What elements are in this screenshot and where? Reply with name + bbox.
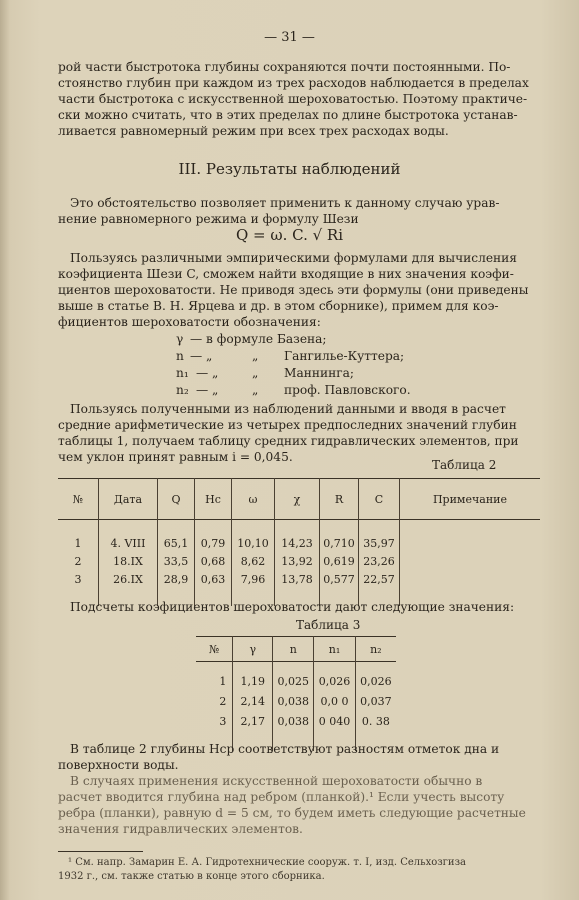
text-line: средние арифметические из четырех предпоследних значений глубин bbox=[58, 418, 517, 432]
table-cell bbox=[400, 570, 541, 588]
table-row bbox=[58, 570, 540, 588]
table-cell: 0,63 bbox=[195, 570, 232, 588]
text-line: Пользуясь различными эмпирическими формулами для вычисления bbox=[70, 251, 517, 265]
table-cell: 0,025 bbox=[273, 662, 314, 692]
text-line: циентов шероховатости. Не приводя здесь эти формулы (они приведены bbox=[58, 283, 529, 297]
table-cell: 7,96 bbox=[232, 570, 275, 588]
notation-symbol: n₂ bbox=[176, 383, 189, 397]
table-header: № bbox=[58, 479, 99, 520]
table-row bbox=[58, 552, 540, 570]
text-line: таблицы 1, получаем таблицу средних гидравлических элементов, при bbox=[58, 434, 519, 448]
text-line: Пользуясь полученными из наблюдений данными и вводя в расчет bbox=[70, 402, 506, 416]
table-header: Hc bbox=[195, 479, 232, 520]
table-cell: 22,57 bbox=[359, 570, 400, 588]
table-header: C bbox=[359, 479, 400, 520]
table-cell: 1 bbox=[196, 662, 233, 692]
table-cell: 4. VIII bbox=[99, 520, 158, 553]
text-line: нение равномерного режима и формулу Шези bbox=[58, 212, 359, 226]
table-cell: 3 bbox=[196, 711, 233, 731]
table-header-row bbox=[58, 479, 540, 520]
table-cell: 14,23 bbox=[275, 520, 320, 553]
notation-dash: — „ bbox=[190, 349, 213, 363]
table-cell: 0,026 bbox=[360, 674, 392, 688]
table-cell: 33,5 bbox=[158, 552, 195, 570]
text-line: ски можно считать, что в этих пределах по длине быстротока устанав- bbox=[58, 108, 518, 122]
table-cell: 13,78 bbox=[275, 570, 320, 588]
notation-dash: — „ bbox=[196, 366, 219, 380]
table-cell: 1 bbox=[58, 520, 99, 553]
table2 bbox=[58, 478, 540, 606]
table-row bbox=[196, 662, 396, 692]
table-row bbox=[58, 520, 540, 553]
text-line: ливается равномерный режим при всех трех расходах воды. bbox=[58, 124, 449, 138]
footnote-line: ¹ См. напр. Замарин Е. А. Гидротехнические сооруж. т. I, изд. Сельхозгиза bbox=[68, 857, 466, 868]
table-cell: 0,619 bbox=[320, 552, 359, 570]
text-line: коэфициента Шези C, сможем найти входящие в них значения коэфи- bbox=[58, 267, 514, 281]
table-cell: 1,19 bbox=[233, 662, 273, 692]
table-cell: 3 bbox=[58, 570, 99, 588]
table-header: Примечание bbox=[432, 492, 508, 506]
table3-caption: Таблица 3 bbox=[296, 618, 361, 632]
footnote-rule bbox=[58, 851, 143, 852]
notation-text: проф. Павловского. bbox=[284, 383, 411, 397]
text-line: рой части быстротока глубины сохраняются почти постоянными. По- bbox=[58, 60, 511, 74]
table-cell: 0. 38 bbox=[361, 714, 390, 728]
table-cell: 0,68 bbox=[195, 552, 232, 570]
table3 bbox=[196, 636, 396, 751]
table-header: ω bbox=[232, 479, 275, 520]
table-cell: 0,038 bbox=[273, 691, 314, 711]
table-row bbox=[196, 691, 396, 711]
table-header: Дата bbox=[99, 479, 158, 520]
table-header: R bbox=[320, 479, 359, 520]
chezy-formula: Q = ω. C. √ Ri bbox=[235, 226, 344, 244]
notation-dash: — „ bbox=[196, 383, 219, 397]
table-cell: 10,10 bbox=[232, 520, 275, 553]
table-row bbox=[196, 711, 396, 731]
text-line: Это обстоятельство позволяет применить к данному случаю урав- bbox=[70, 196, 500, 210]
text-line: значения гидравлических элементов. bbox=[58, 822, 303, 836]
footnote-line: 1932 г., см. также статью в конце этого сборника. bbox=[58, 871, 325, 882]
table-cell: 2 bbox=[58, 552, 99, 570]
notation-text: Маннинга; bbox=[284, 366, 354, 380]
table-cell: 0,710 bbox=[320, 520, 359, 553]
notation-symbol: n₁ bbox=[176, 366, 189, 380]
table-cell: 2,17 bbox=[233, 711, 273, 731]
table-cell: 0,038 bbox=[273, 711, 314, 731]
table-header: n₂ bbox=[370, 642, 382, 656]
table-cell: 2,14 bbox=[233, 691, 273, 711]
notation-symbol: γ bbox=[176, 332, 184, 346]
table-cell: 18.IX bbox=[99, 552, 158, 570]
text-line: расчет вводится глубина над ребром (планкой).¹ Если учесть высоту bbox=[58, 790, 505, 804]
notation-text: — в формуле Базена; bbox=[190, 332, 327, 346]
text-line: В таблице 2 глубины Hср соответствуют разностям отметок дна и bbox=[70, 742, 500, 756]
table-header: χ bbox=[275, 479, 320, 520]
table-cell: 0,577 bbox=[320, 570, 359, 588]
section-heading: III. Результаты наблюдений bbox=[178, 160, 401, 178]
notation-ditto: „ bbox=[252, 383, 259, 397]
table-header-row bbox=[196, 637, 396, 662]
table-cell: 0,026 bbox=[314, 662, 355, 692]
notation-symbol: n bbox=[176, 349, 184, 363]
text-line: Подсчеты коэфициентов шероховатости дают следующие значения: bbox=[70, 600, 515, 614]
text-line: стоянство глубин при каждом из трех расходов наблюдается в пределах bbox=[58, 76, 529, 90]
table-header: № bbox=[196, 637, 233, 662]
table-cell: 13,92 bbox=[275, 552, 320, 570]
table-cell: 65,1 bbox=[158, 520, 195, 553]
page-number: — 31 — bbox=[264, 30, 315, 45]
notation-text: Гангилье-Куттера; bbox=[284, 349, 405, 363]
text-line: В случаях применения искусственной шероховатости обычно в bbox=[70, 774, 483, 788]
table-cell: 26.IX bbox=[99, 570, 158, 588]
table-header: n₁ bbox=[314, 637, 355, 662]
text-line: выше в статье В. Н. Ярцева и др. в этом сборнике), примем для коэ- bbox=[58, 299, 499, 313]
table-cell: 0,0 0 bbox=[314, 691, 355, 711]
table-header: Q bbox=[158, 479, 195, 520]
text-line: поверхности воды. bbox=[58, 758, 179, 772]
table-header: γ bbox=[233, 637, 273, 662]
notation-ditto: „ bbox=[252, 366, 259, 380]
text-line: ребра (планки), равную d = 5 см, то будем иметь следующие расчетные bbox=[58, 806, 526, 820]
table-cell: 28,9 bbox=[158, 570, 195, 588]
table-cell: 2 bbox=[196, 691, 233, 711]
table-cell: 0 040 bbox=[314, 711, 355, 731]
table-cell: 0,037 bbox=[360, 694, 392, 708]
text-line: чем уклон принят равным i = 0,045. bbox=[58, 450, 293, 464]
text-line: части быстротока с искусственной шероховатостью. Поэтому практиче- bbox=[58, 92, 528, 106]
table-cell: 23,26 bbox=[359, 552, 400, 570]
table-header: n bbox=[273, 637, 314, 662]
notation-ditto: „ bbox=[252, 349, 259, 363]
table-cell bbox=[400, 520, 541, 553]
table2-caption: Таблица 2 bbox=[432, 458, 497, 472]
table-cell: 8,62 bbox=[232, 552, 275, 570]
table-cell: 35,97 bbox=[359, 520, 400, 553]
table-cell bbox=[400, 552, 541, 570]
text-line: фициентов шероховатости обозначения: bbox=[58, 315, 321, 329]
table-cell: 0,79 bbox=[195, 520, 232, 553]
